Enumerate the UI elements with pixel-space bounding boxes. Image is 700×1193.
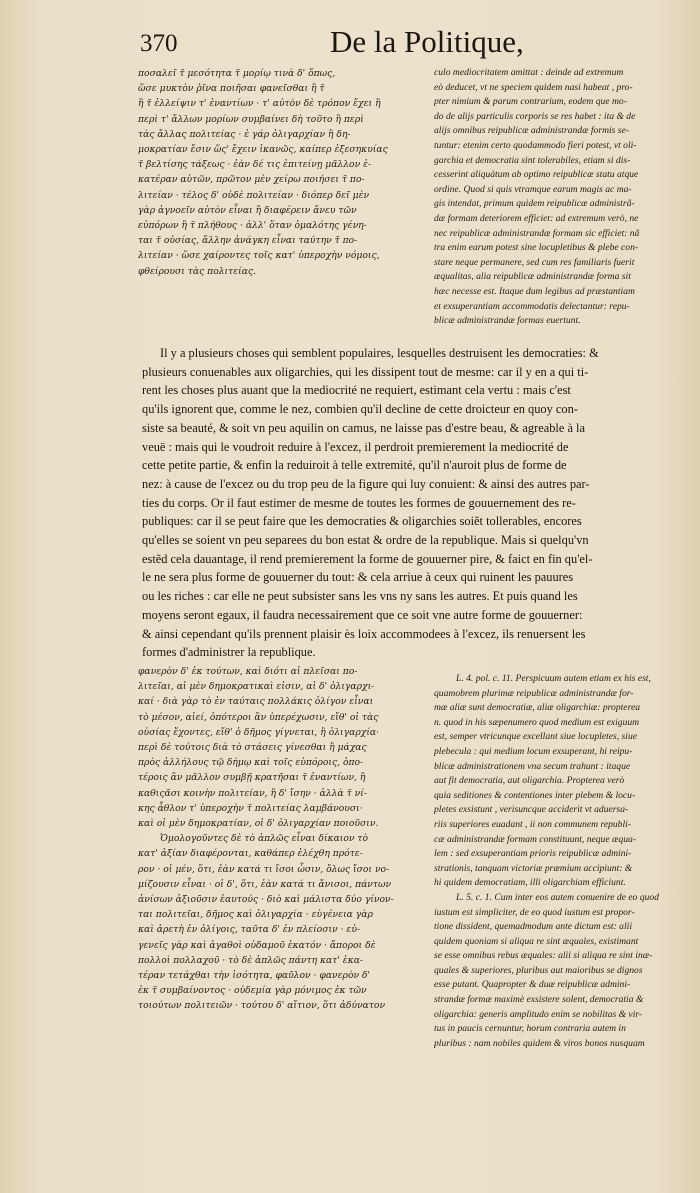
- greek-line: ται τ̃ οὐσίας, ἄλλην ἀνάγκη εἶναι ταύτην τ̃ πο-: [138, 235, 358, 247]
- french-line: plusieurs conuenables aux oligarchies, qui les dissipent tout de mesme: car il y en a qui ti-: [142, 364, 589, 379]
- greek-line: γενεῖς γὰρ καὶ ἀγαθοὶ οὐδαμοῦ ἑκατόν · ἄποροι δὲ: [138, 939, 376, 951]
- greek-line: τ̃ βελτίσης τάξεως · ἐὰν δέ τις ἐπιτείνῃ μᾶλλον ἑ-: [138, 159, 372, 171]
- french-line: nez: à cause de l'excez ou du trop peu de la figure qui luy conuient: & ainsi des autres par-: [142, 476, 590, 491]
- latin-line: tuntur: etenim certo quodammodo fieri potest, vt oli-: [434, 139, 637, 151]
- french-line: rent les choses plus auant que la mediocrité ne requiert, estimant cela vertu : mais c'est: [142, 383, 571, 398]
- latin-line: do de alijs particulis corporis se res habet : ita & de: [434, 110, 636, 122]
- greek-line: οὐσίας ἔχοντες, εἴθ' ὁ δῆμος γίγνεται, ἢ ὀλιγαρχία·: [138, 726, 380, 738]
- latin-line: pter nimium & parum contrarium, eodem que mo-: [434, 96, 627, 108]
- latin-line: quamobrem plurimæ reipublicæ administrandæ for-: [434, 687, 634, 699]
- french-line: ou les riches : car elle ne peut subsister sans les vns ny sans les autres. Et puis quand les: [142, 589, 578, 604]
- latin-line: mæ aliæ sunt democratiæ, aliæ oligarchiæ: propterea: [434, 702, 640, 714]
- latin-line: quia seditiones & contentiones inter plebem & locu-: [434, 789, 636, 801]
- greek-line: τὰς ἄλλας πολιτείας · ἐ γάρ ὀλιγαρχίαν ἢ δη-: [138, 128, 351, 140]
- latin-line: eò deducet, vt ne speciem quidem nasi habeat , pro-: [434, 81, 633, 93]
- greek-line: φθείρουσι τὰς πολιτείας.: [138, 265, 257, 277]
- french-line: qu'elles se soient vn peu separees du bon estat & ordre de la republique. Mais si quelqu'vn: [142, 533, 589, 548]
- greek-line: περὶ τ' ἄλλων μορίων συμβαίνει δὴ τοῦτο ἢ περὶ: [138, 113, 364, 125]
- latin-line: esse putant. Quapropter & duæ reipublicæ admini-: [434, 979, 631, 991]
- latin-line: dæ formam deteriorem efficiet: ad extremum verò, ne: [434, 212, 639, 224]
- greek-column-top: [138, 66, 428, 284]
- latin-line: se esse omnibus rebus æquales: alii si aliqua re sint inæ-: [434, 950, 653, 962]
- greek-line: κατέραν αὐτῶν, πρῶτον μὲν χείρω ποιήσει τ̃ πο-: [138, 174, 365, 186]
- greek-line: ρον · οἱ μέν, ὅτι, ἐὰν κατά τι ἴσοι ὦσιν, ὅλως ἴσοι νο-: [138, 863, 390, 875]
- greek-line: ται πολιτεῖαι, δῆμος καὶ ὀλιγαρχία · εὐγένεια γὰρ: [138, 909, 373, 921]
- greek-line: ποσαλεῖ τ̃ μεσότητα τ̃ μορίῳ τινὰ δ' ὅπως,: [138, 68, 336, 79]
- latin-line: n. quod in his sæpenumero quod medium est exiguum: [434, 716, 640, 728]
- greek-line: ἐκ τ̃ συμβαίνοντος · οὐδεμία γὰρ μόνιμος ἐκ τῶν: [138, 985, 367, 997]
- latin-line: quales & superiores, pluribus aut maioribus se dignos: [434, 964, 643, 976]
- latin-line: æqualitas, alia reipublicæ administrandæ forma sit: [434, 271, 631, 283]
- latin-line: strationis, tanquam victoriæ præmium accipiunt: &: [434, 862, 633, 874]
- greek-line: τέραν τετάχθαι τὴν ἰσότητα, φαῦλον · φανερὸν δ': [138, 970, 371, 982]
- greek-line: λιτεῖαι, αἱ μὲν δημοκρατικαὶ εἰσιν, αἱ δ' ὀλιγαρχι-: [138, 681, 375, 693]
- french-line: estẽd cela dauantage, il rend premierement la forme de gouuerner pire, & faict en fin qu'el-: [142, 551, 593, 566]
- greek-line: καθιςᾶσι κοινὴν πολιτείαν, ἢ δ' ἴσην · ἀλλὰ τ̃ νί-: [138, 787, 367, 799]
- latin-line: nec reipublicæ administrandæ formam sic efficiet: nã: [434, 227, 640, 239]
- latin-line: L. 4. pol. c. 11. Perspicuum autem etiam ex his est,: [456, 673, 651, 684]
- greek-line: εὐπόρων ἢ τ̃ πλήθους · ἀλλ' ὅταν ὁμαλότης γένη-: [138, 220, 367, 232]
- greek-line: λιτείαν · τέλος δ' οὐδὲ πολιτείαν · διόπερ δεῖ μὲν: [138, 189, 370, 201]
- latin-line: iustum est simpliciter, de eo quod iustum est propor-: [434, 906, 635, 918]
- latin-line: pluribus : nam nobiles quidem & viros bonos nusquam: [434, 1037, 645, 1049]
- latin-line: riis superiores euadant , ii non communem republi-: [434, 818, 632, 830]
- french-line: Il y a plusieurs choses qui semblent populaires, lesquelles destruisent les democraties: &: [160, 346, 599, 360]
- latin-line: gis intendat, primum quidem reipublicæ administrã-: [434, 198, 635, 210]
- greek-line: φανερὸν δ' ἐκ τούτων, καὶ διότι αἱ πλεῖσαι πο-: [138, 666, 358, 677]
- greek-line: τὸ μέσον, αἰεί, ὁπότεροι ἂν ὑπερέχωσιν, εἴθ' οἱ τὰς: [138, 711, 379, 723]
- latin-line: alijs omnibus reipublicæ administrandæ formis se-: [434, 125, 629, 137]
- latin-line: tus in paucis cernuntur, horum contraria autem in: [434, 1023, 626, 1035]
- running-title: De la Politique,: [330, 24, 524, 59]
- latin-column-bottom: [434, 672, 686, 1058]
- latin-line: tione dissident, quemadmodum ante dictum est: alii: [434, 921, 632, 933]
- latin-line: tra enim earum potest sine locupletibus & plebe con-: [434, 242, 639, 254]
- page-number: 370: [140, 30, 178, 57]
- french-line: publiques: car il se peut faire que les democraties & oligarchies soiẽt tollerables, encores: [142, 514, 582, 529]
- latin-line: est, semper vtricunque excellant siue locupletes, siue: [434, 731, 638, 743]
- greek-line: τέροις ἂν μᾶλλον συμβῇ κρατῆσαι τ̃ ἐναντίων, ἢ: [138, 772, 366, 784]
- greek-line: καί · διὰ γὰρ τὸ ἐν ταύταις πολλάκις ὀλίγον εἶναι: [138, 696, 374, 708]
- latin-line: strandæ formæ maximè exsistere solent, democratia &: [434, 994, 644, 1006]
- page-header: [0, 24, 700, 68]
- greek-line: πρὸς ἀλλήλους τῷ δήμῳ καὶ τοῖς εὐπόροις, ὁπο-: [138, 757, 364, 769]
- latin-line: aut fit democratia, aut oligarchia. Propterea verò: [434, 775, 625, 787]
- latin-line: cæ administrandæ formam constituunt, neque æqua-: [434, 833, 636, 845]
- greek-line: τοιούτων πολιτειῶν · τούτου δ' αἴτιον, ὅτι ἀδύνατον: [138, 1000, 386, 1012]
- latin-line: cesserint aliquàtum ab optimo reipublicæ statu atque: [434, 169, 639, 181]
- greek-line: ὥσε μυκτὸν ῥῖνα ποιῆσαι φανεῖσθαι ἢ τ̃: [138, 83, 325, 95]
- greek-line: κης ἆθλον τ' ὑπεροχὴν τ̃ πολιτείας λαμβάνουσι·: [138, 802, 363, 814]
- latin-line: quidem quoniam si aliqua re sint æquales, existimant: [434, 935, 639, 947]
- greek-column-bottom: [138, 664, 428, 1024]
- latin-line: ordine. Quod si quis vtramque earum magis ac ma-: [434, 183, 632, 195]
- latin-line: culo mediocritatem amittat : deinde ad extremum: [434, 67, 624, 78]
- french-line: & ainsi cependant qu'ils prennent plaisir ès loix accommodees à l'excez, ils renuersent les: [142, 626, 586, 641]
- greek-line: κατ' ἀξίαν διαφέρονται, καθάπερ ἐλέχθη πρότε-: [138, 848, 363, 860]
- latin-line: garchia et democratia sint tolerabiles, etiam si dis-: [434, 154, 631, 166]
- french-line: siste sa beauté, & soit vn peu aquilin on camus, ne laisse pas d'estre beau, & agreable à la: [142, 420, 585, 435]
- french-line: formes d'administrer la republique.: [142, 645, 316, 660]
- latin-line: blicæ administrandæ formas euertunt.: [434, 315, 581, 327]
- latin-line: lem : sed exsuperantiam prioris reipublicæ admini-: [434, 848, 632, 860]
- french-line: veuë : mais qui le voudroit reduire à l'excez, il perdroit premierement la mediocrité de: [142, 439, 569, 454]
- latin-column-top: [434, 66, 684, 338]
- greek-line: Ὁμολογοῦντες δὲ τὸ ἁπλῶς εἶναι δίκαιον τὸ: [160, 833, 369, 845]
- greek-line: μίζουσιν εἶναι · οἱ δ', ὅτι, ἐὰν κατά τι ἄνισοι, πάντων: [138, 878, 392, 890]
- greek-line: ἀνίσων ἀξιοῦσιν ἑαυτούς · διὸ καὶ μάλιστα δύο γίνον-: [138, 894, 394, 906]
- latin-line: pletes exsistunt , verisuncque acciderit vt aduersa-: [434, 804, 629, 816]
- greek-line: καὶ ἀρετὴ ἐν ὀλίγοις, ταῦτα δ' ἐν πλείοσιν · εὐ-: [138, 924, 361, 936]
- french-line: cette petite partie, & enfin la reduiroit à telle extremité, qu'il n'auroit plus de forme de: [142, 458, 567, 473]
- french-line: moyens seront egaux, il faudra necessairement que ce soit vne autre forme de gouuerner:: [142, 607, 583, 622]
- french-line: le ne sera plus forme de gouuerner du tout: & cela arriue à ceux qui ruinent les pauures: [142, 570, 574, 585]
- greek-line: μοκρατίαν ἔσιν ὥς' ἔχειν ἱκανῶς, καίπερ ἐξεσηκυίας: [138, 144, 388, 156]
- latin-line: stare neque permanere, sed cum res familiaris fuerit: [434, 256, 635, 268]
- latin-line: blicæ administrationem vna secum trahunt : itaque: [434, 760, 631, 772]
- french-line: qu'ils ignorent que, comme le nez, combien qu'il decline de cette droicteur en quoy con-: [142, 402, 578, 417]
- latin-line: et exsuperantiam accommodatis delectantur: repu-: [434, 300, 630, 312]
- latin-line: L. 5. c. 1. Cum inter eos autem conuenire de eo quod: [456, 891, 659, 903]
- french-translation: [142, 344, 682, 660]
- latin-line: oligarchia: generis amplitudo enim se nobilitas & vir-: [434, 1008, 643, 1020]
- greek-line: περὶ δὲ τούτοις διὰ τὸ στάσεις γίνεσθαι ἢ μάχας: [138, 742, 367, 754]
- latin-line: hi quidem democratiam, illi oligarchiam efficiunt.: [434, 877, 626, 889]
- french-line: ties du corps. Or il faut estimer de mesme de toutes les formes de gouuernement des re-: [142, 495, 576, 510]
- greek-line: ἢ τ̃ ἐλλείψιν τ' ἐναντίων · τ' αὐτὸν δὲ τρόπον ἔχει ἢ: [138, 98, 381, 110]
- latin-line: hæc necesse est. Itaque dum legibus ad præstantiam: [434, 285, 635, 297]
- greek-line: λιτείαν · ὥσε χαίροντες τοῖς κατ' ὑπεροχὴν νόμοις,: [138, 250, 380, 262]
- greek-line: πολλοὶ πολλαχοῦ · τὸ δὲ ἁπλῶς πάντη κατ' ἑκα-: [138, 954, 364, 966]
- latin-line: plebecula : qui medium locum exsuperant, hi reipu-: [434, 745, 633, 757]
- greek-line: γὰρ ἀγνοεῖν αὐτὸν εἶναι ἢ διαφέρειν ἄνευ τῶν: [138, 204, 357, 216]
- greek-line: καὶ οἱ μὲν δημοκρατίαν, οἱ δ' ὀλιγαρχίαν ποιοῦσιν.: [138, 818, 379, 830]
